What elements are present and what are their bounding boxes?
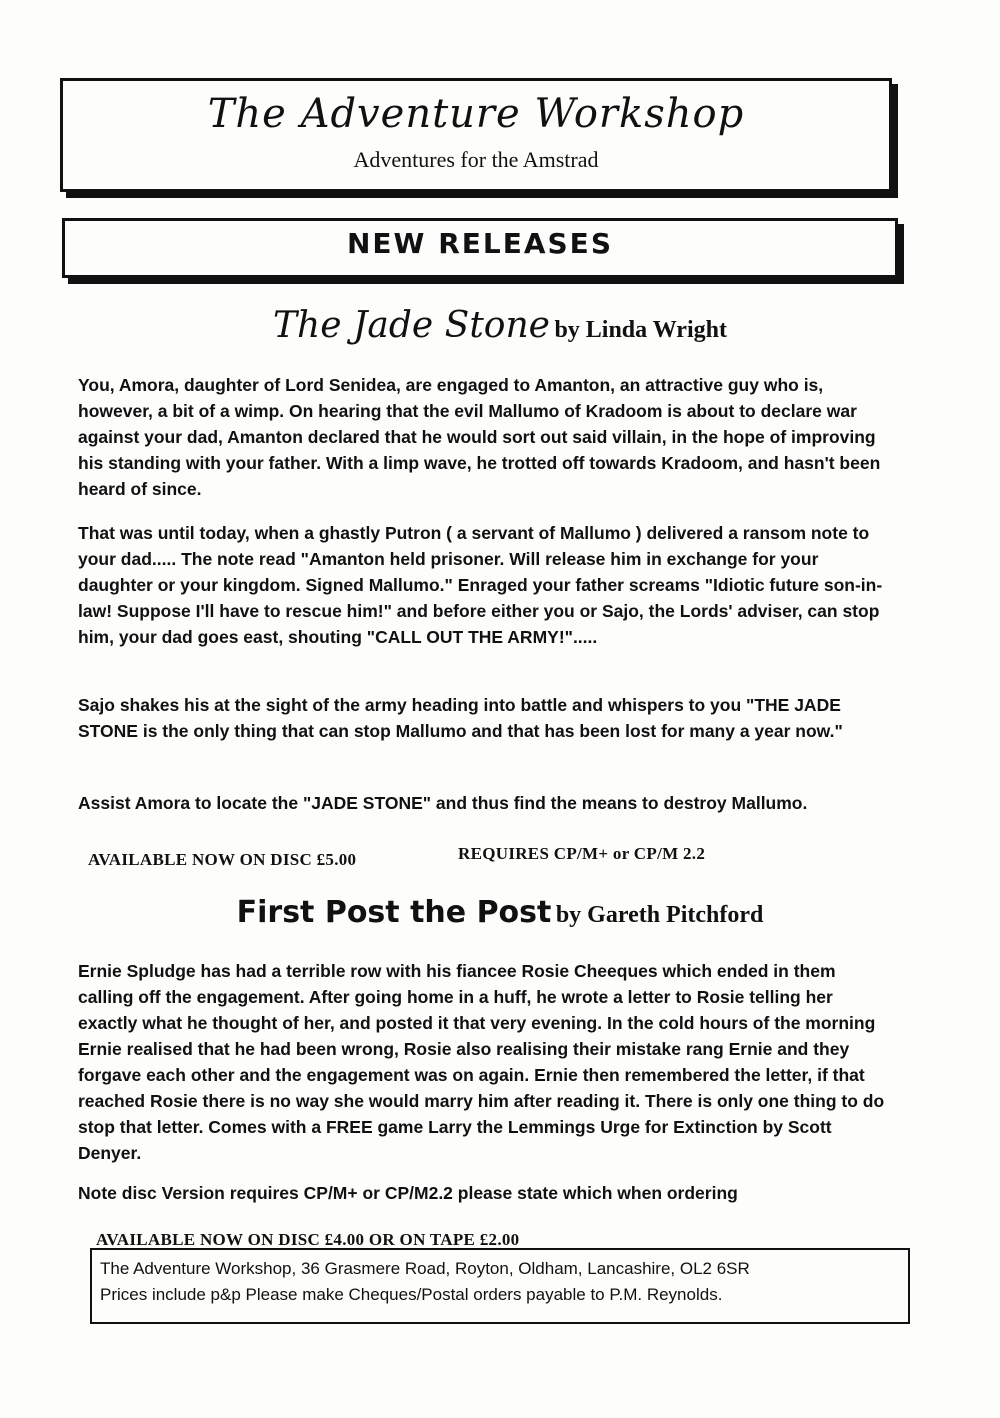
first-post-heading <box>0 895 1000 930</box>
page-subtitle: Adventures for the Amstrad <box>353 147 599 172</box>
payment-line: Prices include p&p Please make Cheques/Postal orders payable to P.M. Reynolds. <box>100 1285 723 1304</box>
first-post-para-1: Ernie Spludge has had a terrible row with his fiancee Rosie Cheeques which ended in them calling off the engagement. After going home in a huff, he wrote a letter to Rosie telling her exactly what he thought of her, and posted it that very evening. In the cold hours of the morning Ernie realised that he had been wrong, Rosie also realising their mistake rang Ernie and they forgave each other and the engagement was on again. Ernie then remembered the letter, if that reached Rosie there is no way she would marry him after reading it. There is only one thing to do stop that letter. Comes with a FREE game Larry the Lemmings Urge for Extinction by Scott Denyer. <box>78 961 885 1163</box>
first-post-availability: AVAILABLE NOW ON DISC £4.00 OR ON TAPE £2.00 <box>96 1230 520 1249</box>
first-post-title: First Post the Post <box>236 895 552 930</box>
jade-stone-heading <box>0 305 1000 346</box>
address-box <box>90 1248 910 1324</box>
jade-stone-para-1: You, Amora, daughter of Lord Senidea, are engaged to Amanton, an attractive guy who is, however, a bit of a wimp. On hearing that the evil Mallumo of Kradoom is about to declare war against your dad, Amanton declared that he would sort out said villain, in the hope of improving his standing with your father. With a limp wave, he trotted off towards Kradoom, and hasn't been heard of since. <box>78 375 881 499</box>
page-title: The Adventure Workshop <box>207 91 745 137</box>
new-releases-banner <box>62 218 898 278</box>
banner-label: NEW RELEASES <box>347 227 613 260</box>
jade-stone-availability: AVAILABLE NOW ON DISC £5.00 <box>88 850 357 869</box>
jade-stone-requirements: REQUIRES CP/M+ or CP/M 2.2 <box>458 844 706 863</box>
jade-stone-author: by Linda Wright <box>554 317 727 343</box>
jade-stone-para-4: Assist Amora to locate the "JADE STONE" and thus find the means to destroy Mallumo. <box>78 793 808 813</box>
jade-stone-para-3: Sajo shakes his at the sight of the army heading into battle and whispers to you "THE JADE STONE is the only thing that can stop Mallumo and that has been lost for many a year now." <box>78 695 843 741</box>
jade-stone-para-2: That was until today, when a ghastly Putron ( a servant of Mallumo ) delivered a ransom note to your dad..... The note read "Amanton held prisoner. Will release him in exchange for your daughter or your kingdom. Signed Mallumo." Enraged your father screams "Idiotic future son-in-law! Suppose I'll have to rescue him!" and before either you or Sajo, the Lords' adviser, can stop him, your dad goes east, shouting "CALL OUT THE ARMY!"..... <box>78 523 883 647</box>
first-post-note: Note disc Version requires CP/M+ or CP/M2.2 please state which when ordering <box>78 1183 738 1203</box>
first-post-author: by Gareth Pitchford <box>555 902 764 928</box>
address-line: The Adventure Workshop, 36 Grasmere Road, Royton, Oldham, Lancashire, OL2 6SR <box>100 1259 750 1278</box>
jade-stone-title: The Jade Stone <box>273 305 550 346</box>
header-box <box>60 78 892 192</box>
